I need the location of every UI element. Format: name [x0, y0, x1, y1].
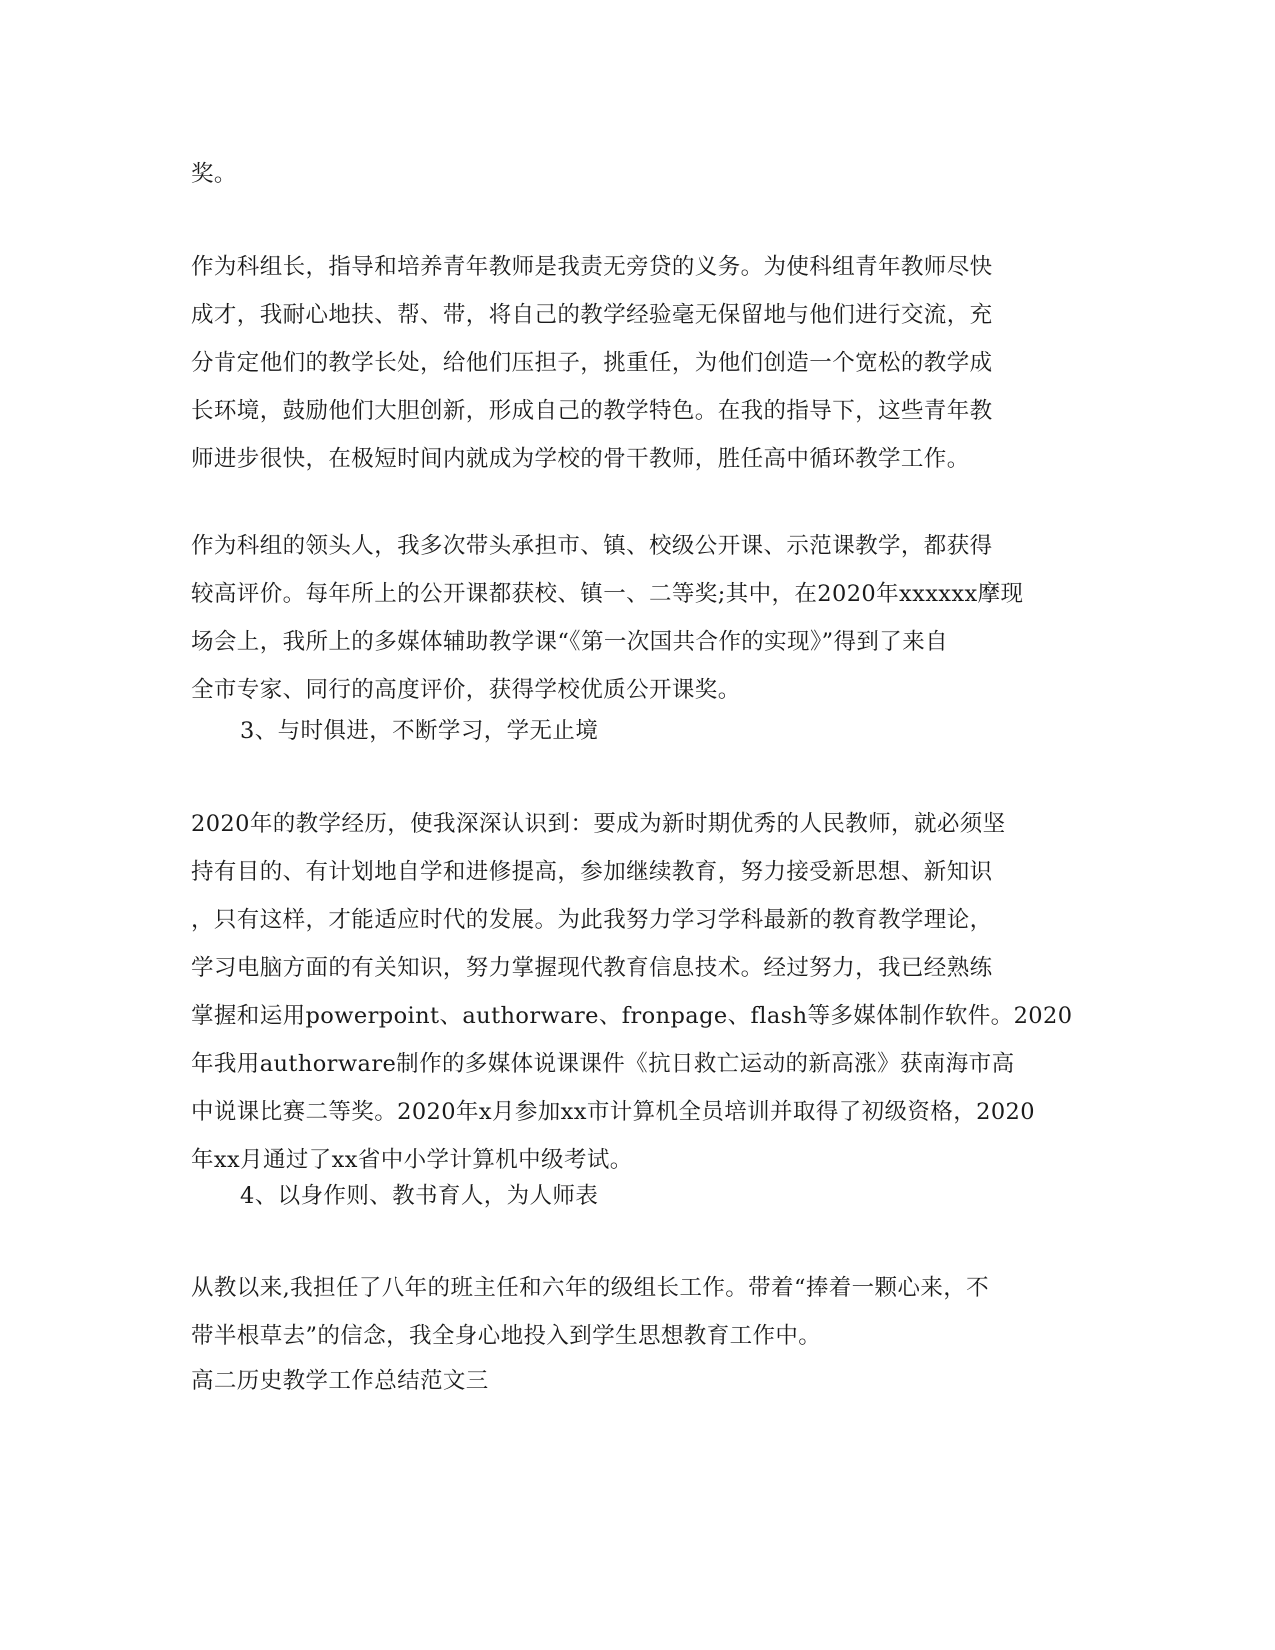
text-line: 带半根草去”的信念，我全身心地投入到学生思想教育工作中。: [191, 1323, 822, 1349]
text-line: 全市专家、同行的高度评价，获得学校优质公开课奖。: [191, 677, 741, 703]
text-line: 年xx月通过了xx省中小学计算机中级考试。: [191, 1147, 633, 1173]
text-line: 从教以来,我担任了八年的班主任和六年的级组长工作。带着“捧着一颗心来，不: [191, 1275, 990, 1301]
paragraph-mentoring: [191, 243, 1081, 483]
text-line: 分肯定他们的教学长处，给他们压担子，挑重任，为他们创造一个宽松的教学成: [191, 350, 993, 376]
document-section-title: [191, 1357, 1081, 1405]
text-line: 作为科组的领头人，我多次带头承担市、镇、校级公开课、示范课教学，都获得: [191, 533, 993, 559]
text-line: ，只有这样，才能适应时代的发展。为此我努力学习学科最新的教育教学理论，: [191, 907, 993, 933]
paragraph-role-model: [191, 1264, 1081, 1360]
text-line: 场会上，我所上的多媒体辅助教学课“《第一次国共合作的实现》”得到了来自: [191, 629, 949, 655]
text-line: 长环境，鼓励他们大胆创新，形成自己的教学特色。在我的指导下，这些青年教: [191, 398, 993, 424]
text-line: 学习电脑方面的有关知识，努力掌握现代教育信息技术。经过努力，我已经熟练: [191, 955, 993, 981]
section-heading-3: [240, 707, 1130, 755]
section-heading-4: [240, 1172, 1130, 1220]
text-line: 2020年的教学经历，使我深深认识到：要成为新时期优秀的人民教师，就必须坚: [191, 811, 1006, 837]
text-line: 成才，我耐心地扶、帮、带，将自己的教学经验毫无保留地与他们进行交流，充: [191, 302, 993, 328]
text-line: 持有目的、有计划地自学和进修提高，参加继续教育，努力接受新思想、新知识: [191, 859, 993, 885]
text-line: 高二历史教学工作总结范文三: [191, 1368, 489, 1394]
text-line: 作为科组长，指导和培养青年教师是我责无旁贷的义务。为使科组青年教师尽快: [191, 254, 993, 280]
text-line: 4、以身作则、教书育人，为人师表: [240, 1183, 599, 1209]
paragraph-open-classes: [191, 522, 1081, 714]
paragraph-fragment: [191, 150, 1081, 198]
text-line: 3、与时俱进，不断学习，学无止境: [240, 718, 599, 744]
text-line: 掌握和运用powerpoint、authorware、fronpage、flash等多媒体制作软件。2020: [191, 1003, 1073, 1029]
text-line: 奖。: [191, 161, 237, 187]
text-line: 中说课比赛二等奖。2020年x月参加xx市计算机全员培训并取得了初级资格，2020: [191, 1099, 1035, 1125]
text-line: 年我用authorware制作的多媒体说课课件《抗日救亡运动的新高涨》获南海市高: [191, 1051, 1015, 1077]
text-line: 较高评价。每年所上的公开课都获校、镇一、二等奖;其中，在2020年xxxxxx摩现: [191, 581, 1024, 607]
paragraph-continuous-learning: [191, 800, 1081, 1184]
text-line: 师进步很快，在极短时间内就成为学校的骨干教师，胜任高中循环教学工作。: [191, 446, 970, 472]
